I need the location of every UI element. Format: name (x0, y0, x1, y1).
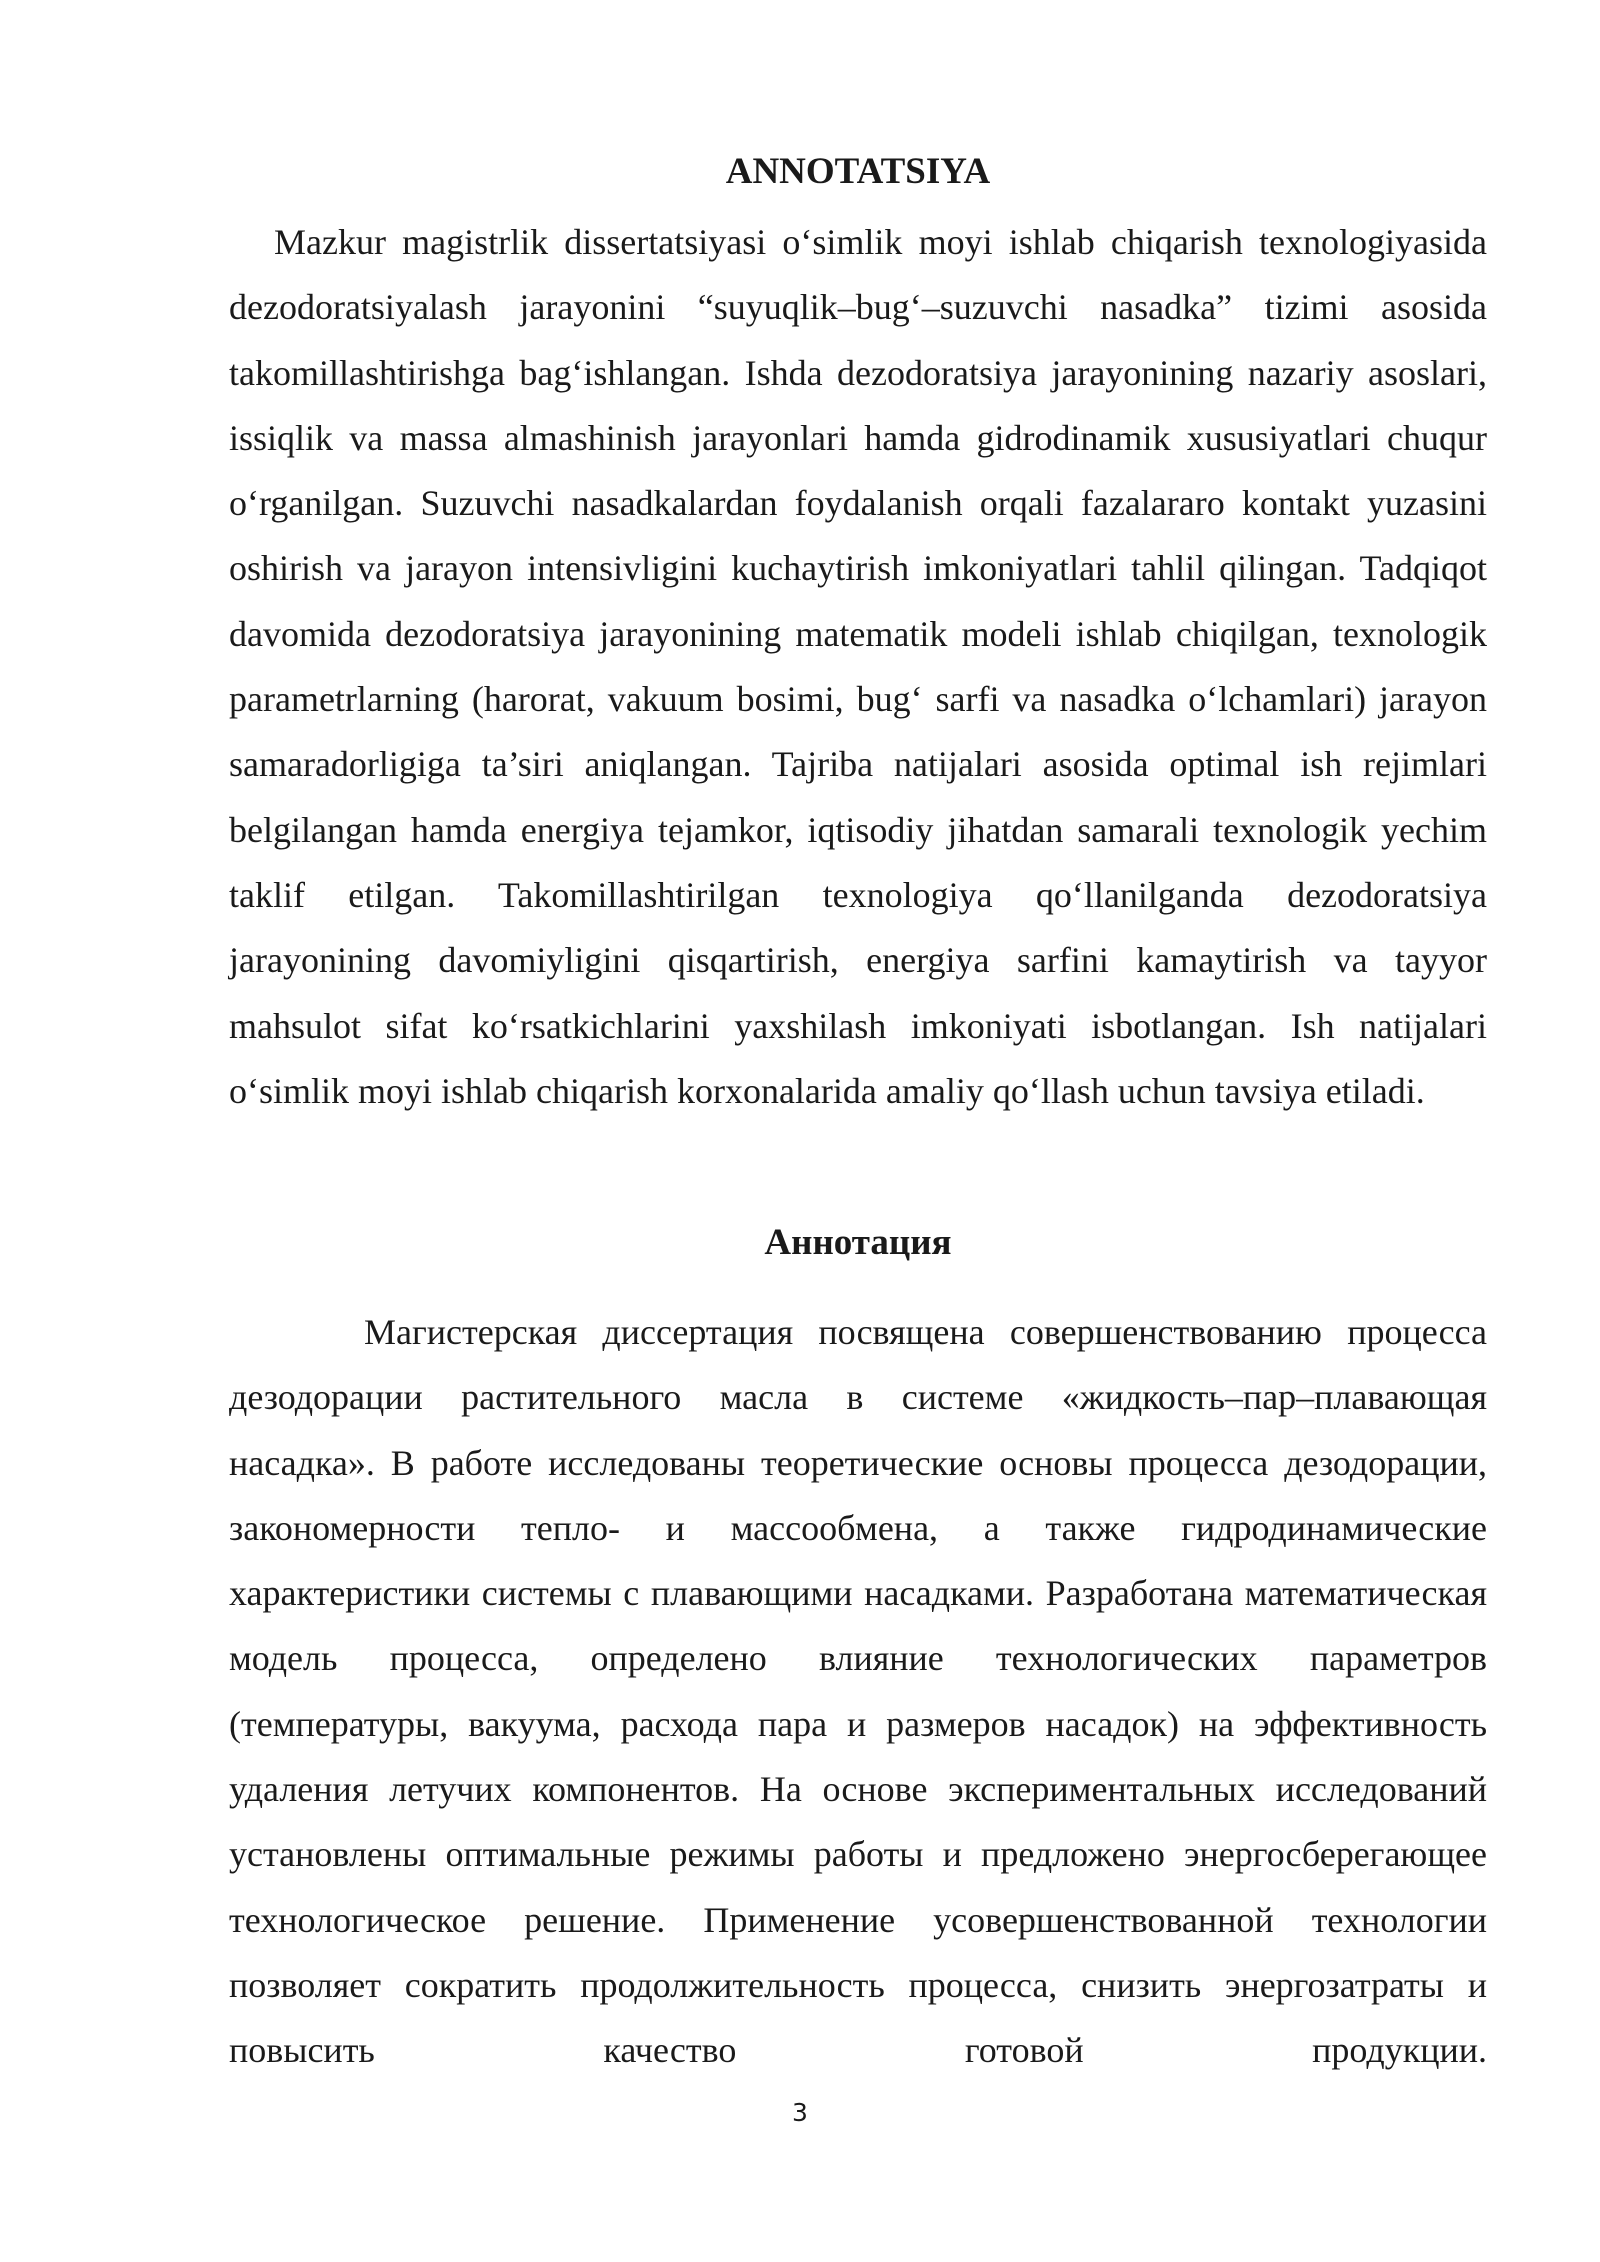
annotation-title-uz: ANNOTATSIYA (725, 151, 991, 192)
annotation-text-ru: Магистерская диссертация посвящена совершенствованию процесса дезодорации растительного масла в системе «жидкость–пар–плавающая насадка». В работе исследованы теоретические основы процесса дезодорации, закономерности тепло- и массообмена, а также гидродинамические характеристики системы с плавающими насадками. Разработана математическая модель процесса, определено влияние технологических параметров (температуры, вакуума, расхода пара и размеров насадок) на эффективность удаления летучих компонентов. На основе экспериментальных исследований установлены оптимальные режимы работы и предложено энергосберегающее технологическое решение. Применение усовершенствованной технологии позволяет сократить продолжительность процесса, снизить энергозатраты и повысить качество готовой продукции. (229, 1312, 1487, 2071)
annotation-text-uz: Mazkur magistrlik dissertatsiyasi o‘simlik moyi ishlab chiqarish texnologiyasida dezodoratsiyalash jarayonini “suyuqlik–bug‘–suzuvchi nasadka” tizimi asosida takomillashtirishga bag‘ishlangan. Ishda dezodoratsiya jarayonining nazariy asoslari, issiqlik va massa almashinish jarayonlari hamda gidrodinamik xususiyatlari chuqur o‘rganilgan. Suzuvchi nasadkalardan foydalanish orqali fazalararo kontakt yuzasini oshirish va jarayon intensivligini kuchaytirish imkoniyatlari tahlil qilingan. Tadqiqot davomida dezodoratsiya jarayonining matematik modeli ishlab chiqilgan, texnologik parametrlarning (harorat, vakuum bosimi, bug‘ sarfi va nasadka o‘lchamlari) jarayon samaradorligiga ta’siri aniqlangan. Tajriba natijalari asosida optimal ish rejimlari belgilangan hamda energiya tejamkor, iqtisodiy jihatdan samarali texnologik yechim taklif etilgan. Takomillashtirilgan texnologiya qo‘llanilganda dezodoratsiya jarayonining davomiyligini qisqartirish, energiya sarfini kamaytirish va tayyor mahsulot sifat ko‘rsatkichlarini yaxshilash imkoniyati isbotlangan. Ish natijalari o‘simlik moyi ishlab chiqarish korxonalarida amaliy qo‘llash uchun tavsiya etiladi. (229, 222, 1487, 1111)
annotation-title-ru: Аннотация (764, 1222, 952, 1263)
page-number: 3 (792, 2098, 808, 2127)
